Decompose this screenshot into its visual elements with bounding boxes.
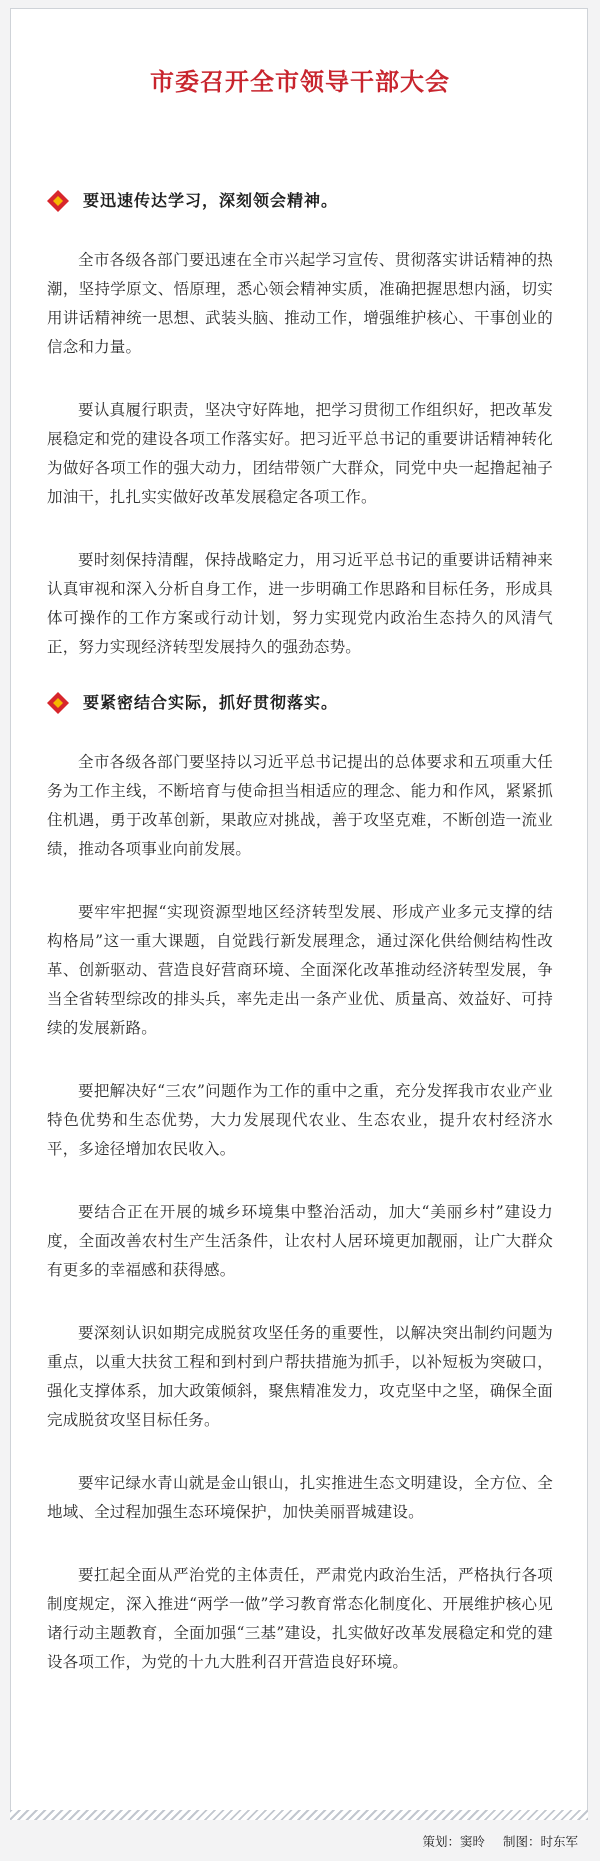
paragraph: 全市各级各部门要迅速在全市兴起学习宣传、贯彻落实讲话精神的热潮，坚持学原文、悟原理，悉心领会精神实质，准确把握思想内涵，切实用讲话精神统一思想、武装头脑、推动工作，增强维护核心、干事创业的信念和力量。 bbox=[47, 251, 553, 356]
maker-credit: 制图：时东军 bbox=[502, 1834, 578, 1849]
bottom-stripe-border bbox=[10, 1810, 588, 1820]
paragraph: 要时刻保持清醒，保持战略定力，用习近平总书记的重要讲话精神来认真审视和深入分析自身工作，进一步明确工作思路和目标任务，形成具体可操作的工作方案或行动计划，努力实现党内政治生态持久的风清气正，努力实现经济转型发展持久的强劲态势。 bbox=[47, 551, 553, 656]
section-heading-1 bbox=[47, 186, 553, 216]
diamond-bullet-icon bbox=[47, 190, 69, 212]
paragraph: 要认真履行职责，坚决守好阵地，把学习贯彻工作组织好，把改革发展稳定和党的建设各项工作落实好。把习近平总书记的重要讲话精神转化为做好各项工作的强大动力，团结带领广大群众，同党中央一起撸起袖子加油干，扎扎实实做好改革发展稳定各项工作。 bbox=[47, 401, 553, 506]
paragraph: 要牢牢把握“实现资源型地区经济转型发展、形成产业多元支撑的结构格局”这一重大课题，自觉践行新发展理念，通过深化供给侧结构性改革、创新驱动、营造良好营商环境、全面深化改革推动经济转型发展，争当全省转型综改的排头兵，率先走出一条产业优、质量高、效益好、可持续的发展新路。 bbox=[47, 903, 553, 1037]
diamond-bullet-icon bbox=[47, 692, 69, 714]
article-body bbox=[47, 186, 553, 1711]
section-title: 要紧密结合实际，抓好贯彻落实。 bbox=[83, 693, 339, 712]
credits bbox=[422, 1832, 578, 1850]
paragraph: 全市各级各部门要坚持以习近平总书记提出的总体要求和五项重大任务为工作主线，不断培育与使命担当相适应的理念、能力和作风，紧紧抓住机遇，勇于改革创新，果敢应对挑战，善于攻坚克难，不断创造一流业绩，推动各项事业向前发展。 bbox=[47, 753, 553, 858]
page-title: 市委召开全市领导干部大会 bbox=[150, 68, 450, 96]
section-heading-2 bbox=[47, 688, 553, 718]
section-title: 要迅速传达学习，深刻领会精神。 bbox=[83, 191, 339, 210]
paragraph: 要深刻认识如期完成脱贫攻坚任务的重要性，以解决突出制约问题为重点，以重大扶贫工程和到村到户帮扶措施为抓手，以补短板为突破口，强化支撑体系，加大政策倾斜，聚焦精准发力，攻克坚中之坚，确保全面完成脱贫攻坚目标任务。 bbox=[47, 1324, 553, 1429]
paragraph: 要结合正在开展的城乡环境集中整治活动，加大“美丽乡村”建设力度，全面改善农村生产生活条件，让农村人居环境更加靓丽，让广大群众有更多的幸福感和获得感。 bbox=[47, 1203, 553, 1279]
paragraph: 要扛起全面从严治党的主体责任，严肃党内政治生活，严格执行各项制度规定，深入推进“两学一做”学习教育常态化制度化、开展维护核心见诸行动主题教育，全面加强“三基”建设，扎实做好改革发展稳定和党的建设各项工作，为党的十九大胜利召开营造良好环境。 bbox=[47, 1566, 553, 1671]
planner-credit: 策划：窦昤 bbox=[422, 1834, 485, 1849]
paragraph: 要把解决好“三农”问题作为工作的重中之重，充分发挥我市农业产业特色优势和生态优势，大力发展现代农业、生态农业，提升农村经济水平，多途径增加农民收入。 bbox=[47, 1082, 553, 1158]
paragraph: 要牢记绿水青山就是金山银山，扎实推进生态文明建设，全方位、全地域、全过程加强生态环境保护，加快美丽晋城建设。 bbox=[47, 1474, 553, 1521]
